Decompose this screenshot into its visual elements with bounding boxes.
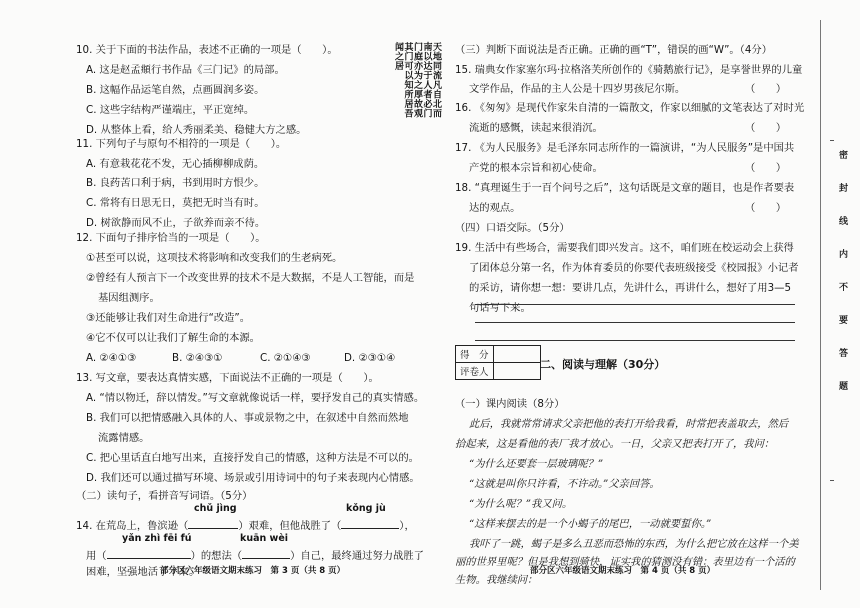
q12-sentence-4: ④它不仅可以让我们了解生命的本源。	[86, 332, 260, 344]
answer-line-3[interactable]	[475, 340, 795, 341]
dialogue-3: “为什么呢？”我又问。	[469, 498, 573, 510]
q15-answer[interactable]: （ ）	[745, 83, 787, 95]
q12-stem: 12. 下面句子排序恰当的一项是（ ）。	[76, 232, 266, 244]
q12-option-b: B. ②④③①	[172, 352, 223, 364]
page-4-footer: 部分区六年级语文期末练习 第 4 页（共 8 页）	[530, 566, 716, 576]
q13-option-b-cont: 流露情感。	[98, 432, 150, 444]
part-4-heading: （四）口语交际。（5分）	[455, 222, 570, 234]
q14-text-5: ）的想法（	[190, 550, 243, 562]
q10-option-c: C. 这些字结构严谨端庄，平正宽绰。	[86, 104, 255, 116]
answer-blank-4[interactable]	[242, 548, 290, 559]
q14-text-4: 用（	[86, 550, 107, 562]
q18-line-2: 达的观点。	[469, 202, 521, 214]
q14-line-1	[76, 518, 415, 533]
score-table	[455, 345, 541, 380]
answer-blank-3[interactable]	[107, 548, 191, 559]
q12-option-d: D. ②③①④	[344, 352, 396, 364]
q10-option-d: D. 从整体上看，给人秀丽柔美、稳健大方之感。	[86, 124, 307, 136]
answer-blank-1[interactable]	[188, 518, 238, 529]
q11-option-b: B. 良药苦口利于病，书到用时方恨少。	[86, 177, 265, 189]
q14-text-3: ），	[399, 520, 415, 532]
q10-option-b: B. 这幅作品运笔自然，点画圆润多姿。	[86, 84, 265, 96]
pinyin-3: yǎn zhì fēi fú	[122, 533, 192, 544]
score-cell[interactable]	[493, 346, 540, 363]
q12-sentence-1: ①甚至可以说，这项技术将影响和改变我们的生老病死。	[86, 252, 343, 264]
dialogue-1: “为什么还要套一层玻璃呢？”	[469, 458, 604, 470]
q11-option-c: C. 常将有日思无日，莫把无时当有时。	[86, 197, 265, 209]
q12-sentence-2-cont: 基因组测序。	[98, 292, 160, 304]
q16-answer[interactable]: （ ）	[745, 122, 787, 134]
q13-option-a: A. “情以物迁，辞以情发。”写文章就像说话一样，要抒发自己的真实情感。	[86, 392, 425, 404]
part-2-heading: （二）读句子，看拼音写词语。（5分）	[76, 490, 253, 502]
q10-option-a: A. 这是赵孟頫行书作品《三门记》的局部。	[86, 64, 285, 76]
answer-blank-2[interactable]	[341, 518, 399, 529]
q19-line-3: 的采访，请你想一想：要讲几点，先讲什么，再讲什么，想好了用3—5	[469, 282, 792, 294]
pinyin-2: kǒng jù	[346, 503, 386, 514]
q13-option-d: D. 我们还可以通过描写环境、场景或引用诗词中的句子来表现内心情感。	[86, 472, 420, 484]
q11-option-a: A. 有意栽花花不发，无心插柳柳成荫。	[86, 158, 265, 170]
score-label: 得 分	[456, 346, 494, 363]
q16-line-1: 16. 《匆匆》是现代作家朱自清的一篇散文，作家以细腻的文笔表达了对时光	[455, 102, 805, 114]
passage-line-3: 我吓了一跳，蝎子是多么丑恶而恐怖的东西，为什么把它放在这样一个美	[469, 538, 799, 550]
dialogue-4: “这样来摆去的是一个小蝎子的尾巴，一动就要蜇你。”	[469, 518, 712, 530]
section-2-title: 二、阅读与理解（30分）	[540, 358, 666, 371]
q18-answer[interactable]: （ ）	[745, 202, 787, 214]
q17-answer[interactable]: （ ）	[745, 162, 787, 174]
grader-cell[interactable]	[493, 363, 540, 380]
q15-line-1: 15. 瑞典女作家塞尔玛·拉格洛芙所创作的《骑鹅旅行记》，是享誉世界的儿童	[455, 64, 803, 76]
q12-option-c: C. ②①④③	[260, 352, 311, 364]
binding-notice: 密封线内不要答题	[837, 150, 847, 414]
dialogue-2: “这就是叫你只许看，不许动。”父亲回答。	[469, 478, 660, 490]
part-3-heading: （三）判断下面说法是否正确。正确的画“T”，错误的画“W”。（4分）	[455, 44, 772, 56]
answer-line-1[interactable]	[475, 304, 795, 305]
grader-label: 评卷人	[456, 363, 494, 380]
q13-option-b: B. 我们可以把情感融入具体的人、事或景物之中，在叙述中自然而然地	[86, 412, 409, 424]
answer-line-2[interactable]	[475, 322, 795, 323]
q19-line-2: 了团体总分第一名，作为体育委员的你要代表班级接受《校园报》小记者	[469, 262, 799, 274]
q12-option-a: A. ②④①③	[86, 352, 137, 364]
page-3-footer: 部分区六年级语文期末练习 第 3 页（共 8 页）	[160, 566, 346, 576]
q14-text-1: 14. 在荒岛上，鲁滨逊（	[76, 520, 189, 532]
q15-line-2: 文学作品，作品的主人公是十四岁男孩尼尔斯。	[469, 83, 686, 95]
q19-line-1: 19. 生活中有些场合，需要我们即兴发言。这不，咱们班在校运动会上获得	[455, 242, 794, 254]
q19-line-4: 句话写下来。	[469, 302, 531, 314]
q14-text-6: ）自己，最终通过努力战胜了	[290, 550, 424, 562]
binding-mark	[830, 480, 834, 481]
binding-mark	[830, 140, 834, 141]
q17-line-1: 17. 《为人民服务》是毛泽东同志所作的一篇演讲，“为人民服务”是中国共	[455, 142, 795, 154]
q10-stem: 10. 关于下面的书法作品，表述不正确的一项是（ ）。	[76, 44, 338, 56]
q14-line-2	[86, 548, 424, 563]
q13-stem: 13. 写文章，要表达真情实感，下面说法不正确的一项是（ ）。	[76, 372, 379, 384]
q12-sentence-2: ②曾经有人预言下一个改变世界的技术不是大数据，不是人工智能，而是	[86, 272, 415, 284]
q18-line-1: 18. “真理诞生于一百个问号之后”，这句话既是文章的题目，也是作者要表	[455, 182, 795, 194]
passage-line-2: 拾起来，这是看他的表厂我才放心。一日，父亲又把表打开了，我问：	[455, 438, 775, 450]
passage-line-5: 生物。我继续问：	[455, 574, 538, 586]
q13-option-c: C. 把心里话直白地写出来，直接抒发自己的情感，这种方法是不可以的。	[86, 452, 419, 464]
q11-stem: 11. 下列句子与原句不相符的一项是（ ）。	[76, 138, 287, 150]
q11-option-d: D. 树欲静而风不止，子欲养而亲不待。	[86, 217, 266, 229]
q14-text-2: ）艰难，但他战胜了（	[238, 520, 342, 532]
q12-sentence-3: ③还能够让我们对生命进行“改造”。	[86, 312, 251, 324]
q16-line-2: 流逝的感慨，读起来很消沉。	[469, 122, 603, 134]
q14-line-3: 困难，坚强地活了下来。	[86, 566, 200, 578]
pinyin-1: chǔ jìng	[194, 503, 237, 514]
calligraphy-image: 天地同流凡自北而南以达于人者必门门庭亦为之厚故观其门可以知所居吾闻之居	[393, 42, 441, 118]
passage-line-4: 丽的世界里呢？但是我想到骑快，证实我的猜测没有错：表里边有一个活的	[455, 556, 795, 568]
reading-heading: （一）课内阅读（8分）	[455, 398, 565, 410]
q17-line-2: 产党的根本宗旨和初心使命。	[469, 162, 603, 174]
passage-line-1: 此后，我就常常请求父亲把他的表打开给我看，时常把表盖取去，然后	[469, 418, 789, 430]
pinyin-4: kuān wèi	[240, 533, 289, 544]
